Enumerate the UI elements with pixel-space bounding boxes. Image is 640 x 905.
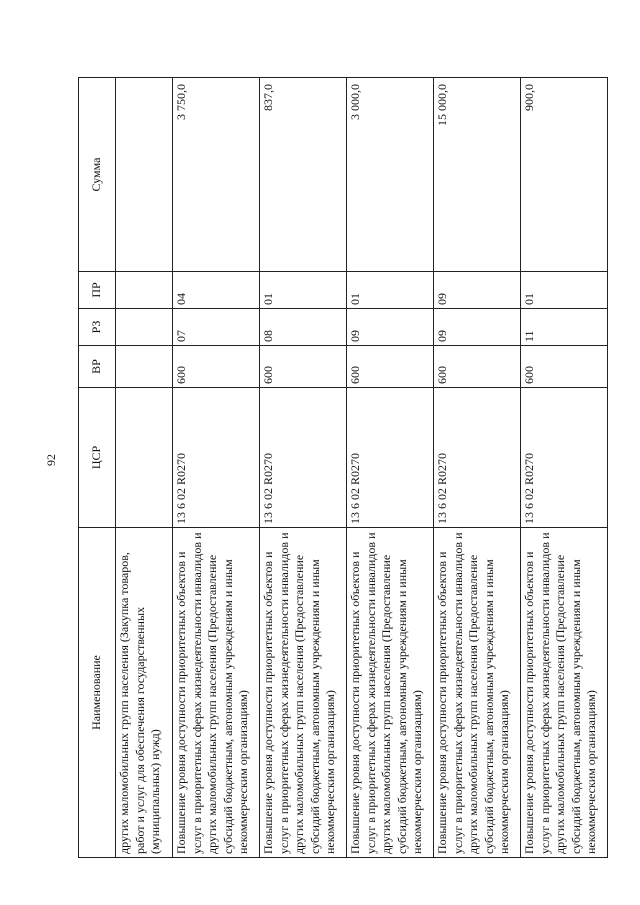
header-sum: Сумма [79, 78, 116, 272]
cell-pr: 01 [521, 272, 608, 309]
table-row-continuation [116, 78, 173, 858]
cell-sum [116, 78, 173, 272]
header-rz: РЗ [79, 309, 116, 346]
header-csr: ЦСР [79, 388, 116, 528]
cell-name: Повышение уровня доступности приоритетных объектов и услуг в приоритетных сферах жизнедеятельности инвалидов и других маломобильных групп населения (Предоставление субсидий бюджетным, автономным учреждениям и иным некоммерческим организациям) [173, 528, 260, 858]
header-vr: ВР [79, 346, 116, 388]
table-row [173, 78, 260, 858]
cell-rz [116, 309, 173, 346]
cell-name: Повышение уровня доступности приоритетных объектов и услуг в приоритетных сферах жизнедеятельности инвалидов и других маломобильных групп населения (Предоставление субсидий бюджетным, автономным учреждениям и иным некоммерческим организациям) [521, 528, 608, 858]
cell-csr: 13 6 02 R0270 [434, 388, 521, 528]
table-row [347, 78, 434, 858]
cell-pr [116, 272, 173, 309]
cell-csr: 13 6 02 R0270 [260, 388, 347, 528]
header-pr: ПР [79, 272, 116, 309]
cell-pr: 01 [347, 272, 434, 309]
cell-name: других маломобильных групп населения (Закупка товаров, работ и услуг для обеспечения государственных (муниципальных) нужд) [116, 528, 173, 858]
budget-table-container [78, 78, 608, 858]
cell-pr: 09 [434, 272, 521, 309]
cell-sum: 3 750,0 [173, 78, 260, 272]
cell-sum: 837,0 [260, 78, 347, 272]
cell-rz: 09 [434, 309, 521, 346]
cell-sum: 3 000,0 [347, 78, 434, 272]
cell-vr: 600 [434, 346, 521, 388]
cell-pr: 04 [173, 272, 260, 309]
cell-name: Повышение уровня доступности приоритетных объектов и услуг в приоритетных сферах жизнедеятельности инвалидов и других маломобильных групп населения (Предоставление субсидий бюджетным, автономным учреждениям и иным некоммерческим организациям) [434, 528, 521, 858]
cell-rz: 08 [260, 309, 347, 346]
cell-sum: 15 000,0 [434, 78, 521, 272]
table-row [434, 78, 521, 858]
header-name: Наименование [79, 528, 116, 858]
cell-vr: 600 [260, 346, 347, 388]
cell-csr: 13 6 02 R0270 [521, 388, 608, 528]
cell-name: Повышение уровня доступности приоритетных объектов и услуг в приоритетных сферах жизнедеятельности инвалидов и других маломобильных групп населения (Предоставление субсидий бюджетным, автономным учреждениям и иным некоммерческим организациям) [260, 528, 347, 858]
cell-vr: 600 [521, 346, 608, 388]
cell-rz: 09 [347, 309, 434, 346]
cell-csr: 13 6 02 R0270 [347, 388, 434, 528]
table-row [521, 78, 608, 858]
cell-name: Повышение уровня доступности приоритетных объектов и услуг в приоритетных сферах жизнедеятельности инвалидов и других маломобильных групп населения (Предоставление субсидий бюджетным, автономным учреждениям и иным некоммерческим организациям) [347, 528, 434, 858]
cell-vr: 600 [173, 346, 260, 388]
budget-table [78, 77, 608, 858]
cell-csr [116, 388, 173, 528]
page-number: 92 [44, 454, 58, 466]
table-row [260, 78, 347, 858]
cell-rz: 07 [173, 309, 260, 346]
cell-csr: 13 6 02 R0270 [173, 388, 260, 528]
cell-vr: 600 [347, 346, 434, 388]
cell-vr [116, 346, 173, 388]
table-header-row [79, 78, 116, 858]
cell-pr: 01 [260, 272, 347, 309]
cell-rz: 11 [521, 309, 608, 346]
cell-sum: 900,0 [521, 78, 608, 272]
